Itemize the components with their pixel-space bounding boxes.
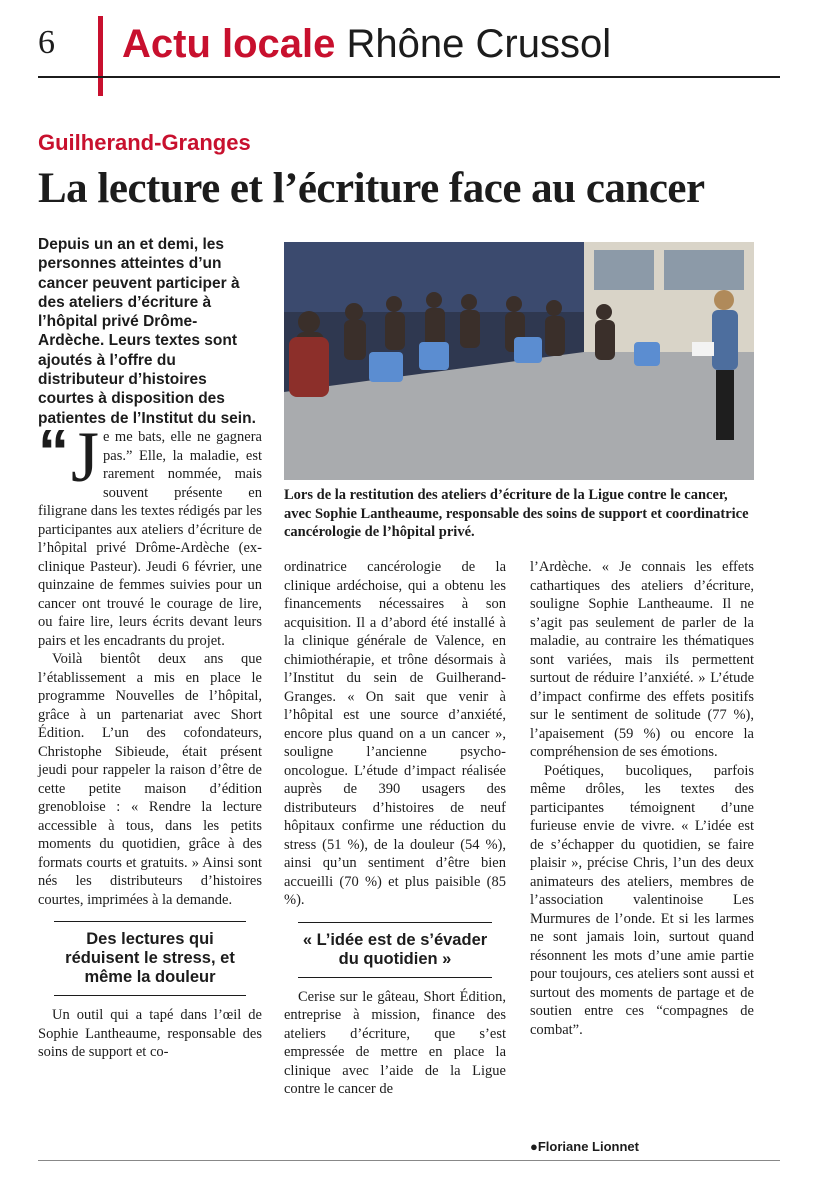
article-column-3: [530, 558, 754, 1039]
subhead-rule-bottom: [298, 977, 492, 978]
article-column-2: [284, 558, 506, 1099]
paragraph: ordinatrice cancérologie de la clinique ardéchoise, qui a obtenu les financements nécessaires à son acquisition. Il a d’abord été installé à la clinique générale de Valence, en chimiothérapie, et trône désormais à l’Institut du sein de Guilherand-Granges. « On sait que venir à l’hôpital est une source d’anxiété, encore plus quand on a un cancer », souligne l’ancienne psycho-oncologue. L’étude d’impact réalisée auprès de 390 usagers des distributeurs d’histoires de neuf hôpitaux confirme une réduction du stress (51 %), de la douleur (54 %), ainsi qu’un sentiment d’être bien accueilli (70 %) et plus paisible (85 %).: [284, 559, 506, 908]
paragraph: Cerise sur le gâteau, Short Édition, entreprise à mission, finance des ateliers d’écriture, que s’est empressée de mettre en place la clinique avec l’aide de la Ligue contre le cancer de: [284, 988, 506, 1097]
article-chapo: Depuis un an et demi, les personnes atteintes d’un cancer peuvent participer à des ateliers d’écriture à l’hôpital privé Drôme-Ardèche. Leurs textes sont ajoutés à l’offre du distributeur d’histoires courtes à disposition des patientes de l’Institut du sein.: [38, 236, 256, 427]
header-accent-bar: [98, 16, 103, 96]
paragraph: Voilà bientôt deux ans que l’établissement a mis en place le programme Nouvelles de l’hôpital, grâce à un partenariat avec Short Édition. L’un des cofondateurs, Christophe Sibieude, était présent jeudi pour rappeler la raison d’être de cette petite maison d’édition grenobloise : « Rendre la lecture accessible à tous, dans les petits moments du quotidien, grâce à des formats courts et gratuits. » Ainsi sont nés les distributeurs d’histoires courtes, imprimées à la demande.: [38, 651, 262, 908]
article-kicker: Guilherand-Granges: [38, 130, 251, 155]
article-photo: [284, 242, 754, 480]
paragraph: Un outil qui a tapé dans l’œil de Sophie Lantheaume, responsable des soins de support et co-: [38, 1007, 262, 1060]
subhead-rule-top: [54, 921, 246, 922]
subhead: Des lectures qui réduisent le stress, et même la douleur: [65, 930, 235, 986]
article-column-1: [38, 417, 262, 1062]
paragraph: l’Ardèche. « Je connais les effets cathartiques des ateliers d’écriture, souligne Sophie Lantheaume. Il ne s’agit pas seulement de parler de la maladie, au contraire les thématiques sont variées, mais ils permettent surtout de réduire l’anxiété. » L’étude d’impact confirme des effets positifs sur le sentiment de solitude (77 %), l’apaisement (59 %) ou encore la compréhension de ses émotions.: [530, 559, 754, 760]
dropcap-letter: J: [71, 417, 100, 497]
photo-illustration: [284, 242, 754, 480]
bottom-rule: [38, 1160, 780, 1161]
subhead-rule-bottom: [54, 995, 246, 996]
page-number: 6: [38, 24, 55, 61]
subhead: « L’idée est de s’évader du quotidien »: [302, 930, 488, 968]
section-title: Actu locale: [122, 22, 336, 66]
author-signature: ●Floriane Lionnet: [530, 1139, 639, 1154]
paragraph: Poétiques, bucoliques, parfois même drôles, les textes des participantes témoignent d’une furieuse envie de vivre. « L’idée est de s’échapper du quotidien, se faire plaisir », précise Chris, l’un des deux animateurs des ateliers, membres de l’association valentinoise Les Murmures de l’onde. Et si les larmes ne sont jamais loin, surtout quand résonnent les mots d’une amie partie pour toujours, ces ateliers sont aussi et surtout des moments de partage et de soutien entre ces “compagnes de combat”.: [530, 762, 754, 1038]
paragraph: [38, 417, 262, 650]
photo-caption: Lors de la restitution des ateliers d’écriture de la Ligue contre le cancer, avec Sophie Lantheaume, responsable des soins de support et coordinatrice cancérologie de l’hôpital privé.: [284, 487, 749, 540]
edition-title: Rhône Crussol: [346, 22, 612, 66]
subhead-rule-top: [298, 922, 492, 923]
paragraph-text: e me bats, elle ne gagnera pas.” Elle, la maladie, est rarement nommée, mais souvent présente en filigrane dans les textes rédigés par les participantes aux ateliers d’écriture de l’hôpital privé Drôme-Ardèche (ex-clinique Pasteur). Jeudi 6 février, une quinzaine de femmes suivies pour un cancer ont trouvé le courage de lire, ou faire lire, leurs écrits devant leurs pairs et les encadrants du projet.: [38, 429, 262, 649]
header-rule: [38, 76, 780, 78]
dropcap-quote: “: [38, 418, 69, 487]
section-rubric: [122, 22, 611, 67]
article-headline: La lecture et l’écriture face au cancer: [38, 165, 705, 212]
